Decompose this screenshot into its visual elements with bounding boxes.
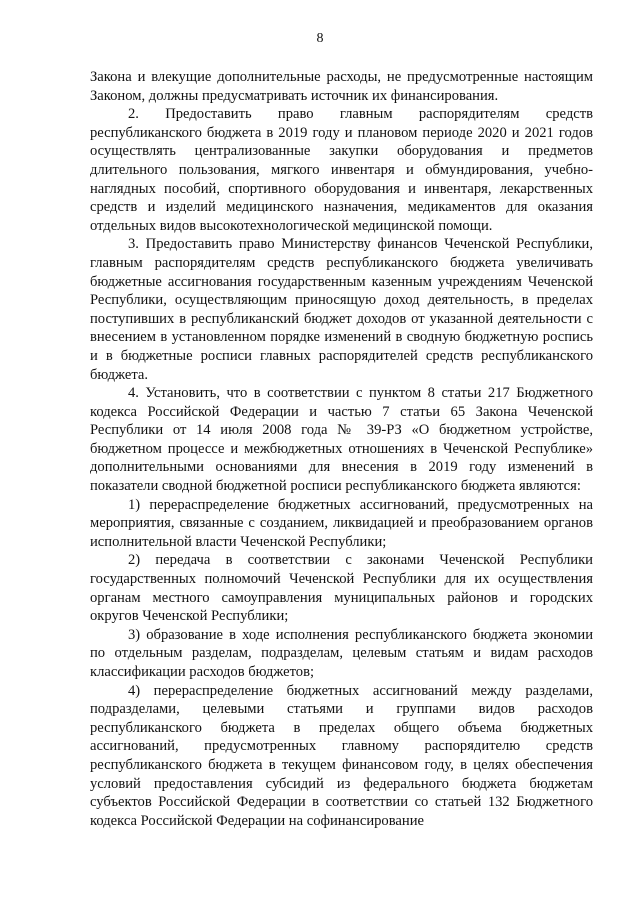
page-number: 8: [316, 31, 324, 46]
subparagraph-4: 4) перераспределение бюджетных ассигнований между разделами, подразделами, целевыми статьями и группами видов расходов республиканского бюджета в пределах общего объема бюджетных ассигнований, предусмотренных главному распорядителю средств республиканского бюджета в текущем финансовом году, в целях обеспечения условий предоставления субсидий из федерального бюджета бюджетам субъектов Российской Федерации в соответствии со статьей 132 Бюджетного кодекса Российской Федерации на софинансирование: [90, 682, 593, 829]
subparagraph-3: 3) образование в ходе исполнения республиканского бюджета экономии по отдельным разделам, подразделам, целевым статьям и видам расходов классификации расходов бюджетов;: [90, 626, 593, 680]
paragraph-continuation: Закона и влекущие дополнительные расходы, не предусмотренные настоящим Законом, должны предусматривать источник их финансирования.: [90, 69, 593, 104]
subparagraph-2: 2) передача в соответствии с законами Чеченской Республики государственных полномочий Чеченской Республики для их осуществления органам местного самоуправления муниципальных районов и городских округов Чеченской Республики;: [90, 552, 593, 625]
paragraph-item-2: 2. Предоставить право главным распорядителям средств республиканского бюджета в 2019 году и плановом периоде 2020 и 2021 годов осуществлять централизованные закупки оборудования и предметов длительного пользования, мягкого инвентаря и обмундирования, учебно-наглядных пособий, спортивного оборудования и инвентаря, лекарственных средств и изделий медицинского назначения, медикаментов для оказания отдельных видов высокотехнологической медицинской помощи.: [90, 106, 593, 234]
document-body: [90, 68, 593, 830]
subparagraph-1: 1) перераспределение бюджетных ассигнований, предусмотренных на мероприятия, связанные с созданием, ликвидацией и преобразованием органов исполнительной власти Чеченской Республики;: [90, 496, 593, 550]
paragraph-item-3: 3. Предоставить право Министерству финансов Чеченской Республики, главным распорядителям средств республиканского бюджета увеличивать бюджетные ассигнования государственным казенным учреждениям Чеченской Республики, осуществляющим приносящую доход деятельность, в пределах поступивших в республиканский бюджет доходов от указанной деятельности с внесением в установленном порядке изменений в сводную бюджетную роспись и в бюджетные росписи главных распорядителей средств республиканского бюджета.: [90, 236, 593, 383]
paragraph-item-4: 4. Установить, что в соответствии с пунктом 8 статьи 217 Бюджетного кодекса Российской Федерации и частью 7 статьи 65 Закона Чеченской Республики от 14 июля 2008 года № 39-РЗ «О бюджетном устройстве, бюджетном процессе и межбюджетных отношениях в Чеченской Республике» дополнительными основаниями для внесения в 2019 году изменений в показатели сводной бюджетной росписи республиканского бюджета являются:: [90, 385, 593, 495]
